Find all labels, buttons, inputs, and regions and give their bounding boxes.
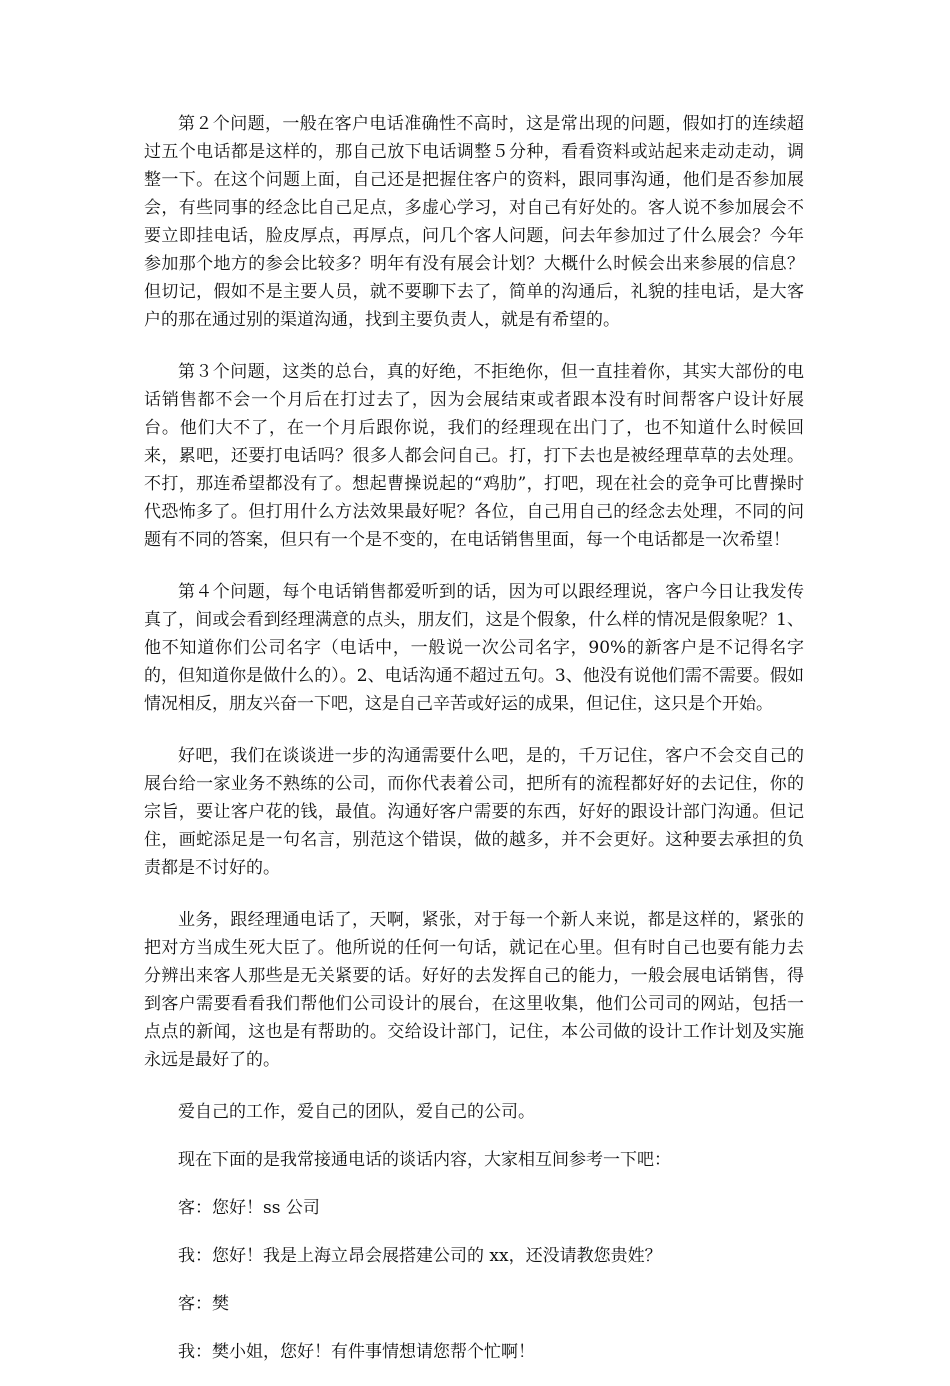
paragraph-further-communication: 好吧，我们在谈谈进一步的沟通需要什么吧，是的，千万记住，客户不会交自己的展台给一家业务不熟练的公司，而你代表着公司，把所有的流程都好好的去记住，你的宗旨，要让客户花的钱，最值。沟通好客户需要的东西，好好的跟设计部门沟通。但记住，画蛇添足是一句名言，别范这个错误，做的越多，并不会更好。这种要去承担的负责都是不讨好的。 [144,746,804,878]
paragraph-question-2: 第２个问题，一般在客户电话准确性不高时，这是常出现的问题，假如打的连续超过五个电话都是这样的，那自己放下电话调整５分种，看看资料或站起来走动走动，调整一下。在这个问题上面，自己还是把握住客户的资料，跟同事沟通，他们是否参加展会，有些同事的经念比自己足点，多虚心学习，对自己有好处的。客人说不参加展会不要立即挂电话，脸皮厚点，再厚点，问几个客人问题，问去年参加过了什么展会？今年参加那个地方的参会比较多？明年有没有展会计划？大概什么时候会出来参展的信息？但切记，假如不是主要人员，就不要聊下去了，简单的沟通后，礼貌的挂电话，是大客户的那在通过别的渠道沟通，找到主要负责人，就是有希望的。 [144,114,804,330]
document-body [144,110,804,1386]
dialogue-line: 我：您好！我是上海立昂会展搭建公司的 xx，还没请教您贵姓？ [178,1246,662,1266]
dialogue-line: 我：樊小姐，您好！有件事情想请您帮个忙啊！ [178,1342,535,1362]
paragraph-question-4: 第４个问题，每个电话销售都爱听到的话，因为可以跟经理说，客户今日让我发传真了，间或会看到经理满意的点头，朋友们，这是个假象，什么样的情况是假象呢？1、他不知道你们公司名字（电话中，一般说一次公司名字，90%的新客户是不记得名字的，但知道你是做什么的）。2、电话沟通不超过五句。3、他没有说他们需不需要。假如情况相反，朋友兴奋一下吧，这是自己辛苦或好运的成果，但记住，这只是个开始。 [144,582,804,714]
paragraph-question-3: 第３个问题，这类的总台，真的好绝，不拒绝你，但一直挂着你，其实大部份的电话销售都不会一个月后在打过去了，因为会展结束或者跟本没有时间帮客户设计好展台。他们大不了，在一个月后跟你说，我们的经理现在出门了，也不知道什么时候回来，累吧，还要打电话吗？很多人都会问自己。打，打下去也是被经理草草的去处理。不打，那连希望都没有了。想起曹操说起的“鸡肋”，打吧，现在社会的竞争可比曹操时代恐怖多了。但打用什么方法效果最好呢？各位，自己用自己的经念去处理，不同的问题有不同的答案，但只有一个是不变的，在电话销售里面，每一个电话都是一次希望！ [144,362,804,550]
dialogue-line: 客：您好！ss 公司 [178,1198,320,1218]
line-motto: 爱自己的工作，爱自己的团队，爱自己的公司。 [178,1102,535,1122]
dialogue-line: 客：樊 [178,1294,229,1314]
paragraph-manager-call: 业务，跟经理通电话了，天啊，紧张，对于每一个新人来说，都是这样的，紧张的把对方当成生死大臣了。他所说的任何一句话，就记在心里。但有时自己也要有能力去分辨出来客人那些是无关紧要的话。好好的去发挥自己的能力，一般会展电话销售，得到客户需要看看我们帮他们公司设计的展台，在这里收集，他们公司司的网站，包括一点点的新闻，这也是有帮助的。交给设计部门，记住，本公司做的设计工作计划及实施永远是最好了的。 [144,910,804,1070]
line-dialogue-intro: 现在下面的是我常接通电话的谈话内容，大家相互间参考一下吧： [178,1150,671,1170]
